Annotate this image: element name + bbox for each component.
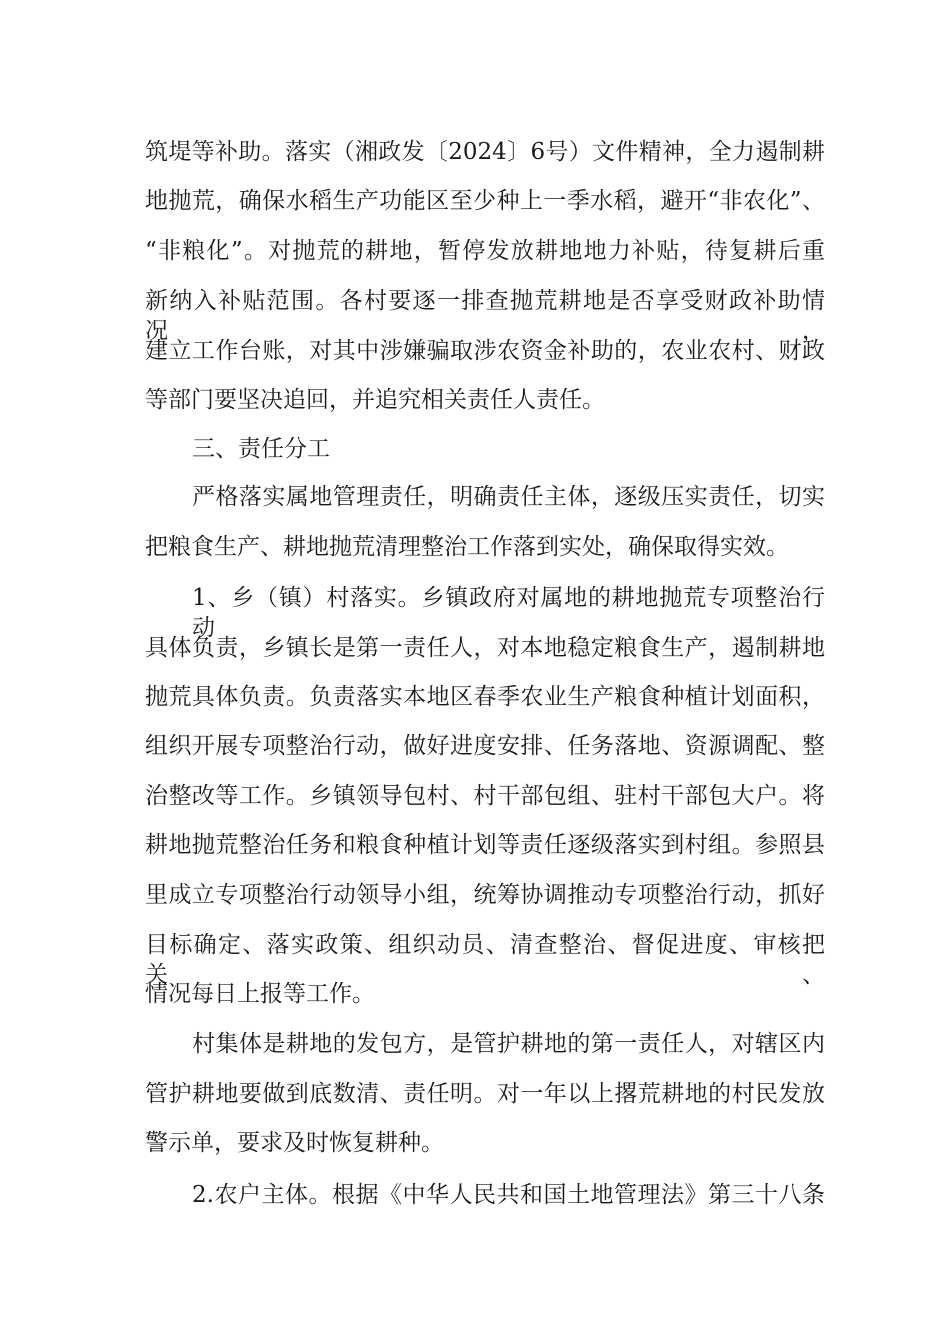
text-line: 把粮食生产、耕地抛荒清理整治工作落到实处，确保取得实效。 bbox=[145, 534, 789, 560]
text-line: 2.农户主体。根据《中华人民共和国土地管理法》第三十八条 bbox=[192, 1182, 825, 1208]
text-line: 里成立专项整治行动领导小组，统筹协调推动专项整治行动，抓好 bbox=[145, 882, 825, 908]
text-line: 新纳入补贴范围。各村要逐一排查抛荒耕地是否享受财政补助情况， bbox=[145, 288, 825, 344]
text-line: 治整改等工作。乡镇领导包村、村干部包组、驻村干部包大户。将 bbox=[145, 783, 825, 809]
text-line: 具体负责，乡镇长是第一责任人，对本地稳定粮食生产，遏制耕地 bbox=[145, 635, 825, 661]
text-line: 1、乡（镇）村落实。乡镇政府对属地的耕地抛荒专项整治行动 bbox=[192, 585, 825, 641]
text-line: 目标确定、落实政策、组织动员、清查整治、督促进度、审核把关、 bbox=[145, 932, 825, 988]
text-line: 抛荒具体负责。负责落实本地区春季农业生产粮食种植计划面积， bbox=[145, 684, 825, 710]
text-line: 村集体是耕地的发包方，是管护耕地的第一责任人，对辖区内 bbox=[192, 1031, 825, 1057]
text-line: 等部门要坚决追回，并追究相关责任人责任。 bbox=[145, 387, 605, 413]
text-line: 建立工作台账，对其中涉嫌骗取涉农资金补助的，农业农村、财政 bbox=[145, 338, 825, 364]
text-line: 组织开展专项整治行动，做好进度安排、任务落地、资源调配、整 bbox=[145, 733, 825, 759]
text-line: “非粮化”。对抛荒的耕地，暂停发放耕地地力补贴，待复耕后重 bbox=[145, 238, 825, 264]
text-line: 管护耕地要做到底数清、责任明。对一年以上撂荒耕地的村民发放 bbox=[145, 1081, 825, 1107]
text-line: 警示单，要求及时恢复耕种。 bbox=[145, 1130, 444, 1156]
text-line: 耕地抛荒整治任务和粮食种植计划等责任逐级落实到村组。参照县 bbox=[145, 832, 825, 858]
heading-line: 三、责任分工 bbox=[192, 436, 330, 462]
text-line: 情况每日上报等工作。 bbox=[145, 981, 375, 1007]
text-line: 地抛荒，确保水稻生产功能区至少种上一季水稻，避开“非农化”、 bbox=[145, 188, 825, 214]
text-line: 筑堤等补助。落实（湘政发〔2024〕6号）文件精神，全力遏制耕 bbox=[145, 139, 825, 165]
text-line: 严格落实属地管理责任，明确责任主体，逐级压实责任，切实 bbox=[192, 484, 825, 510]
